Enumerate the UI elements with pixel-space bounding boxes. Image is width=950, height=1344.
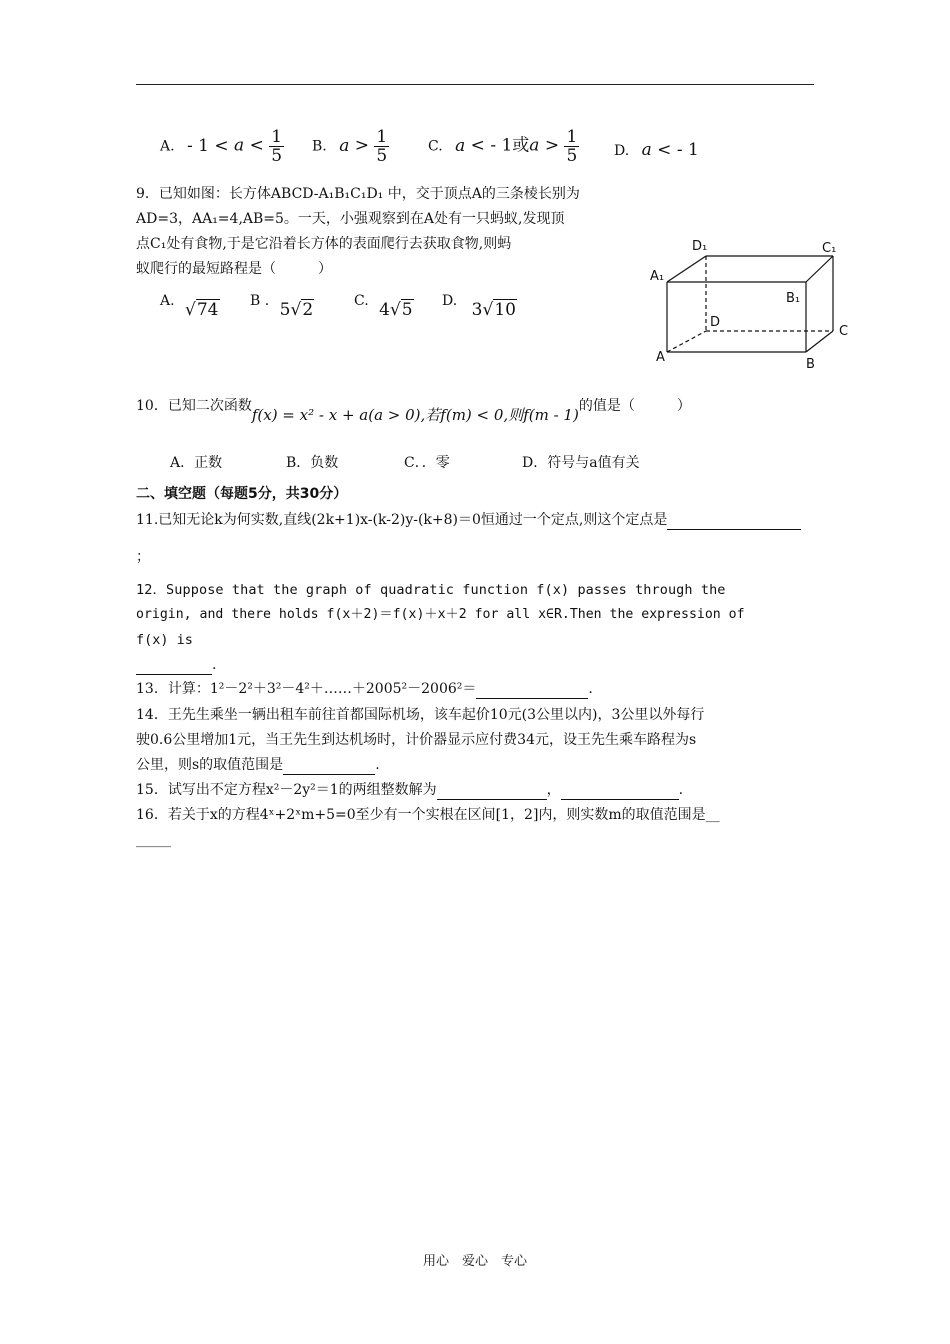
page-footer: 用心 爱心 专心 (422, 1254, 527, 1269)
answer-blank (136, 656, 212, 675)
q14-line-1: 14．王先生乘坐一辆出租车前往首都国际机场，该车起价10元(3公里以内)，3公里以外每行 (136, 707, 705, 723)
fraction: $\frac{1}{5}$ (271, 127, 283, 166)
label-d: D (710, 315, 721, 330)
header-rule (136, 84, 814, 85)
sqrt-expression: 4√5 (379, 300, 413, 320)
q12-line-1: 12．Suppose that the graph of quadratic function f(x) passes through the (136, 582, 726, 598)
q8-option-a: A. - 1 < a < $\frac{1}{5}$ (160, 127, 283, 166)
label-a: A (656, 350, 665, 365)
q9-option-b: B . 5√2 (250, 293, 314, 320)
q12-line-2: origin, and there holds f(x＋2)＝f(x)＋x＋2 for all x∈R.Then the expression of (136, 607, 745, 622)
q14-line-2: 驶0.6公里增加1元，当王先生到达机场时，计价器显示应付费34元，设王先生乘车路程为s (136, 732, 697, 748)
q16-line: 16．若关于x的方程4ˣ+2ˣm+5=0至少有一个实根在区间[1，2]内，则实数m的取值范围是__ (136, 807, 720, 823)
label-a1: A₁ (650, 269, 665, 284)
label-b1: B₁ (786, 291, 801, 306)
q9-option-a: A. √74 (160, 293, 219, 320)
label-d1: D₁ (692, 239, 708, 254)
q8-option-d: D. a < - 1 (614, 140, 699, 160)
label-c: C (839, 324, 849, 339)
q10-stem: 10．已知二次函数f(x) = x² - x + a(a > 0),若f(m) < 0,则f(m - 1)的值是（ ） (136, 398, 691, 424)
answer-blank (283, 756, 375, 775)
q9-line-4: 蚁爬行的最短路程是（ ） (136, 261, 332, 277)
q14-line-3: 公里，则s的取值范围是 . (136, 757, 380, 773)
q12-line-3: f(x) is (136, 632, 193, 648)
q13-line: 13．计算：1²－2²＋3²－4²＋……＋2005²－2006²＝ . (136, 681, 593, 697)
cuboid-figure (640, 230, 860, 380)
q9-line-2: AD=3，AA₁=4,AB=5。一天，小强观察到在A处有一只蚂蚁,发现顶 (136, 211, 565, 227)
q10-option-b: B．负数 (286, 455, 339, 471)
q9-option-c: C. 4√5 (354, 293, 413, 320)
sqrt-expression: 5√2 (279, 300, 314, 320)
label-b: B (806, 357, 815, 372)
edge-b1c1 (806, 256, 833, 282)
q12-answer: . (136, 656, 216, 675)
q11-tail: ； (136, 549, 150, 565)
answer-blank (476, 680, 588, 699)
q16-line-2: _____ (136, 832, 171, 848)
option-label: A. (160, 138, 175, 155)
edge-ad-hidden (667, 331, 706, 352)
section-title: 二、填空题（每题5分，共30分） (136, 486, 348, 502)
q10-option-a: A．正数 (170, 455, 223, 471)
q10-option-d: D．符号与a值有关 (522, 455, 640, 471)
q15-line: 15．试写出不定方程x²－2y²＝1的两组整数解为 ， . (136, 782, 684, 798)
fraction: $\frac{1}{5}$ (566, 127, 578, 166)
edge-a1d1 (667, 256, 706, 282)
answer-blank (561, 781, 679, 800)
q10-formula: f(x) = x² - x + a(a > 0),若f(m) < 0,则f(m - 1) (251, 406, 579, 424)
q9-option-d: D. 3√10 (442, 293, 516, 320)
q11-line: 11.已知无论k为何实数,直线(2k+1)x-(k-2)y-(k+8)＝0恒通过一个定点,则这个定点是 (136, 511, 801, 530)
q8-option-c: C. a < - 1或a > $\frac{1}{5}$ (428, 127, 578, 166)
q8-option-b: B. a > $\frac{1}{5}$ (312, 127, 388, 166)
label-c1: C₁ (822, 241, 837, 256)
q9-line-1: 9．已知如图：长方体ABCD-A₁B₁C₁D₁ 中，交于顶点A的三条棱长别为 (136, 186, 580, 202)
fraction: $\frac{1}{5}$ (376, 127, 388, 166)
sqrt-expression: √74 (185, 300, 219, 320)
answer-blank (667, 511, 801, 530)
sqrt-expression: 3√10 (471, 300, 516, 320)
q9-line-3: 点C₁处有食物,于是它沿着长方体的表面爬行去获取食物,则蚂 (136, 236, 512, 252)
q10-option-c: C．．零 (404, 455, 450, 471)
edge-bc (806, 331, 833, 352)
answer-blank (437, 781, 547, 800)
